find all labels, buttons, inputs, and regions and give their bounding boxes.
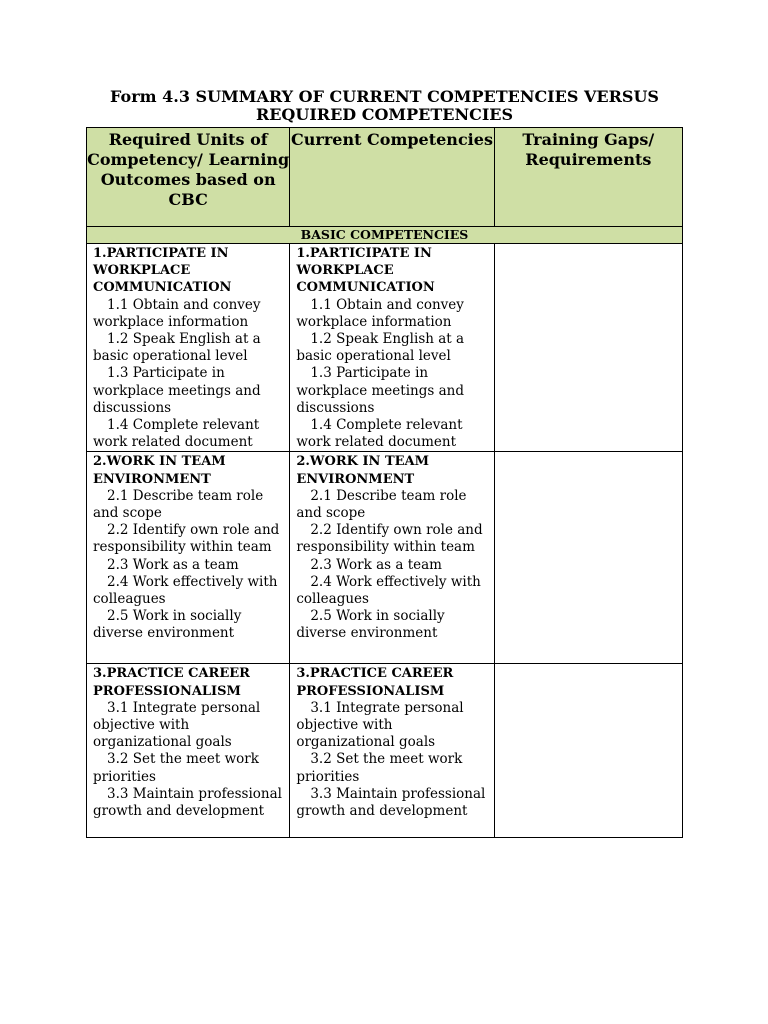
learning-outcome: 2.2 Identify own role and responsibility within team bbox=[93, 522, 280, 556]
learning-outcome: 2.4 Work effectively with colleagues bbox=[296, 573, 481, 608]
unit-title: 1.PARTICIPATE IN WORKPLACE COMMUNICATION bbox=[296, 246, 435, 296]
table-row bbox=[87, 452, 683, 664]
unit-title: 1.PARTICIPATE IN WORKPLACE COMMUNICATION bbox=[93, 246, 232, 296]
learning-outcome: 3.2 Set the meet work priorities bbox=[93, 751, 259, 785]
unit-title: 2.WORK IN TEAM ENVIRONMENT bbox=[93, 454, 226, 487]
header-training-gaps: Training Gaps/ Requirements bbox=[494, 128, 682, 227]
required-unit-cell bbox=[87, 664, 290, 838]
required-unit-cell bbox=[87, 452, 290, 664]
section-label: BASIC COMPETENCIES bbox=[87, 227, 683, 244]
learning-outcome: 2.5 Work in socially diverse environment bbox=[296, 608, 445, 642]
current-competency-cell bbox=[290, 244, 494, 452]
current-competency-cell bbox=[290, 664, 494, 838]
competency-table bbox=[86, 127, 683, 838]
learning-outcome: 3.1 Integrate personal objective with organizational goals bbox=[93, 699, 261, 751]
current-competency-cell bbox=[290, 452, 494, 664]
form-title bbox=[86, 88, 683, 124]
table-row bbox=[87, 664, 683, 838]
learning-outcome: 1.1 Obtain and convey workplace information bbox=[93, 296, 261, 330]
required-unit-cell bbox=[87, 244, 290, 452]
unit-title: 3.PRACTICE CAREER PROFESSIONALISM bbox=[93, 666, 250, 699]
learning-outcome: 2.1 Describe team role and scope bbox=[93, 487, 264, 522]
header-required-units: Required Units of Competency/ Learning Outcomes based on CBC bbox=[87, 128, 290, 227]
learning-outcome: 1.3 Participate in workplace meetings and discussions bbox=[296, 365, 464, 416]
learning-outcome: 1.3 Participate in workplace meetings and discussions bbox=[93, 365, 261, 416]
learning-outcome: 2.1 Describe team role and scope bbox=[296, 487, 467, 522]
section-row bbox=[87, 227, 683, 244]
training-gap-cell bbox=[494, 244, 682, 452]
table-row bbox=[87, 244, 683, 452]
learning-outcome: 3.2 Set the meet work priorities bbox=[296, 751, 463, 785]
learning-outcome: 2.3 Work as a team bbox=[107, 556, 239, 573]
learning-outcome: 2.5 Work in socially diverse environment bbox=[93, 608, 242, 642]
learning-outcome: 3.1 Integrate personal objective with organizational goals bbox=[296, 699, 464, 751]
unit-title: 2.WORK IN TEAM ENVIRONMENT bbox=[296, 454, 430, 487]
learning-outcome: 1.2 Speak English at a basic operational level bbox=[296, 331, 465, 365]
form-title-line-2: REQUIRED COMPETENCIES bbox=[255, 105, 514, 124]
training-gap-cell bbox=[494, 664, 682, 838]
learning-outcome: 2.2 Identify own role and responsibility within team bbox=[296, 522, 483, 556]
learning-outcome: 1.4 Complete relevant work related document bbox=[296, 417, 463, 451]
learning-outcome: 2.4 Work effectively with colleagues bbox=[93, 573, 278, 608]
training-gap-cell bbox=[494, 452, 682, 664]
unit-title: 3.PRACTICE CAREER PROFESSIONALISM bbox=[296, 666, 454, 699]
learning-outcome: 3.3 Maintain professional growth and development bbox=[296, 785, 486, 820]
learning-outcome: 1.1 Obtain and convey workplace information bbox=[296, 296, 464, 330]
learning-outcome: 1.4 Complete relevant work related document bbox=[93, 417, 260, 451]
learning-outcome: 2.3 Work as a team bbox=[310, 556, 442, 573]
header-row bbox=[87, 128, 683, 227]
learning-outcome: 1.2 Speak English at a basic operational level bbox=[93, 331, 261, 365]
learning-outcome: 3.3 Maintain professional growth and development bbox=[93, 785, 282, 820]
header-current-competencies: Current Competencies bbox=[290, 128, 494, 227]
form-title-line-1: Form 4.3 SUMMARY OF CURRENT COMPETENCIES VERSUS bbox=[110, 87, 659, 106]
